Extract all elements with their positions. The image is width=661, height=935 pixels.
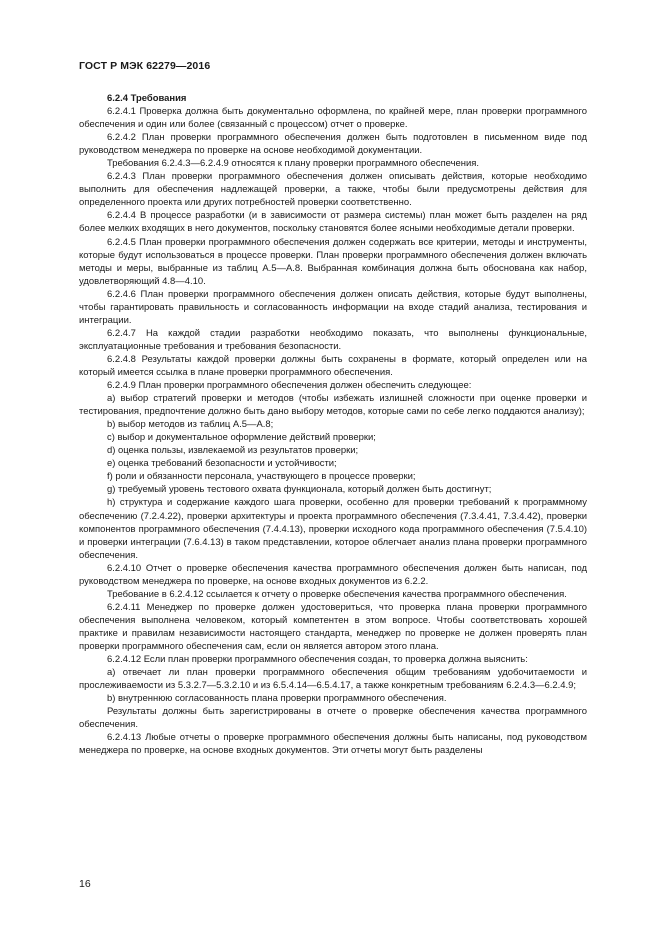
list-item: c) выбор и документальное оформление действий проверки; [107,432,376,444]
page-number: 16 [79,878,91,890]
paragraph: 6.2.4.12 Если план проверки программного обеспечения создан, то проверка должна выяснить: [107,654,528,666]
paragraph: 6.2.4.10 Отчет о проверке обеспечения качества программного обеспечения должен быть написан, под руководством менеджера по проверке, на основе входных документов из 6.2.2. [79,562,587,587]
paragraph: 6.2.4.13 Любые отчеты о проверке программного обеспечения должны быть написаны, под руководством менеджера по проверке, на основе входных документов. Эти отчеты могут быть разделены [79,732,587,757]
list-item: e) оценка требований безопасности и устойчивости; [107,458,337,470]
section-title: 6.2.4 Требования [107,93,187,104]
paragraph: 6.2.4.5 План проверки программного обеспечения должен содержать все критерии, методы и инструменты, которые будут использоваться в процессе проверки. План проверки программного обеспечения должен включать методы и меры, выбранные из таблиц А.5—А.8. Выбранная комбинация должна быть обоснована как набор, удовлетворяющий 4.8—4.10. [79,236,587,287]
paragraph: 6.2.4.6 План проверки программного обеспечения должен описать действия, которые будут выполнены, чтобы гарантировать правильность и согласованность информации на входе стадий анализа, тестирования и интеграции. [79,288,587,326]
paragraph: 6.2.4.7 На каждой стадии разработки необходимо показать, что выполнены функциональные, эксплуатационные требования и требования безопасности. [79,327,587,352]
list-item: g) требуемый уровень тестового охвата функционала, который должен быть достигнут; [107,484,492,496]
paragraph: 6.2.4.8 Результаты каждой проверки должны быть сохранены в формате, который определен или на который имеется ссылка в плане проверки программного обеспечения. [79,353,587,378]
paragraph: 6.2.4.9 План проверки программного обеспечения должен обеспечить следующее: [107,380,472,392]
document-body [79,92,587,757]
list-item: a) выбор стратегий проверки и методов (чтобы избежать излишней сложности при оценке проверки и тестирования, предпочтение должно быть дано выбору методов, которые сами по себе легко поддаются анализу); [79,393,587,418]
list-item: b) выбор методов из таблиц А.5—А.8; [107,419,274,431]
paragraph: Результаты должны быть зарегистрированы в отчете о проверке обеспечения качества программного обеспечения. [79,706,587,731]
paragraph: 6.2.4.1 Проверка должна быть документально оформлена, по крайней мере, план проверки программного обеспечения и один или более (связанный с процессом) отчет о проверке. [79,106,587,131]
paragraph: Требования 6.2.4.3—6.2.4.9 относятся к плану проверки программного обеспечения. [107,158,479,170]
list-item: b) внутреннюю согласованность плана проверки программного обеспечения. [107,693,447,705]
paragraph: 6.2.4.2 План проверки программного обеспечения должен быть подготовлен в письменном виде под руководством менеджера по проверке на основе необходимой документации. [79,132,587,157]
list-item: f) роли и обязанности персонала, участвующего в процессе проверки; [107,471,416,483]
paragraph: 6.2.4.4 В процессе разработки (и в зависимости от размера системы) план может быть разделен на ряд более мелких входящих в него документов, поскольку становятся более ясными необходимые детали проверки. [79,210,587,235]
paragraph: 6.2.4.11 Менеджер по проверке должен удостовериться, что проверка плана проверки программного обеспечения выполнена человеком, который компетентен в этом вопросе. Чтобы соответствовать хорошей практике и правилам независимости настоящего стандарта, менеджер по проверке не должен проверять план проверки программного обеспечения сам, если он является автором этого плана. [79,601,587,652]
list-item: d) оценка пользы, извлекаемой из результатов проверки; [107,445,359,457]
paragraph: 6.2.4.3 План проверки программного обеспечения должен описывать действия, которые необходимо выполнить для обеспечения надлежащей проверки, а также, чтобы были предусмотрены действия для определенного проекта или других потребностей проверки соответственно. [79,171,587,209]
document-header: ГОСТ Р МЭК 62279—2016 [79,60,211,72]
paragraph: Требование в 6.2.4.12 ссылается к отчету о проверке обеспечения качества программного обеспечения. [107,588,567,600]
list-item: a) отвечает ли план проверки программного обеспечения общим требованиям удобочитаемости и прослеживаемости из 5.3.2.7—5.3.2.10 и из 6.5.4.14—6.5.4.17, а также конкретным требованиям 6.2.4.3—6.2.4.9; [79,667,587,692]
list-item: h) структура и содержание каждого шага проверки, особенно для проверки требований к программному обеспечению (7.2.4.22), проверки архитектуры и проекта программного обеспечения (7.3.4.41, 7.3.4.42), проверки компонентов программного обеспечения (7.4.4.13), проверки исходного кода программного обеспечения (7.5.4.10) и проверки интеграции (7.6.4.13) в таком представлении, которое облегчает анализ плана проверки программного обеспечения. [79,497,587,561]
